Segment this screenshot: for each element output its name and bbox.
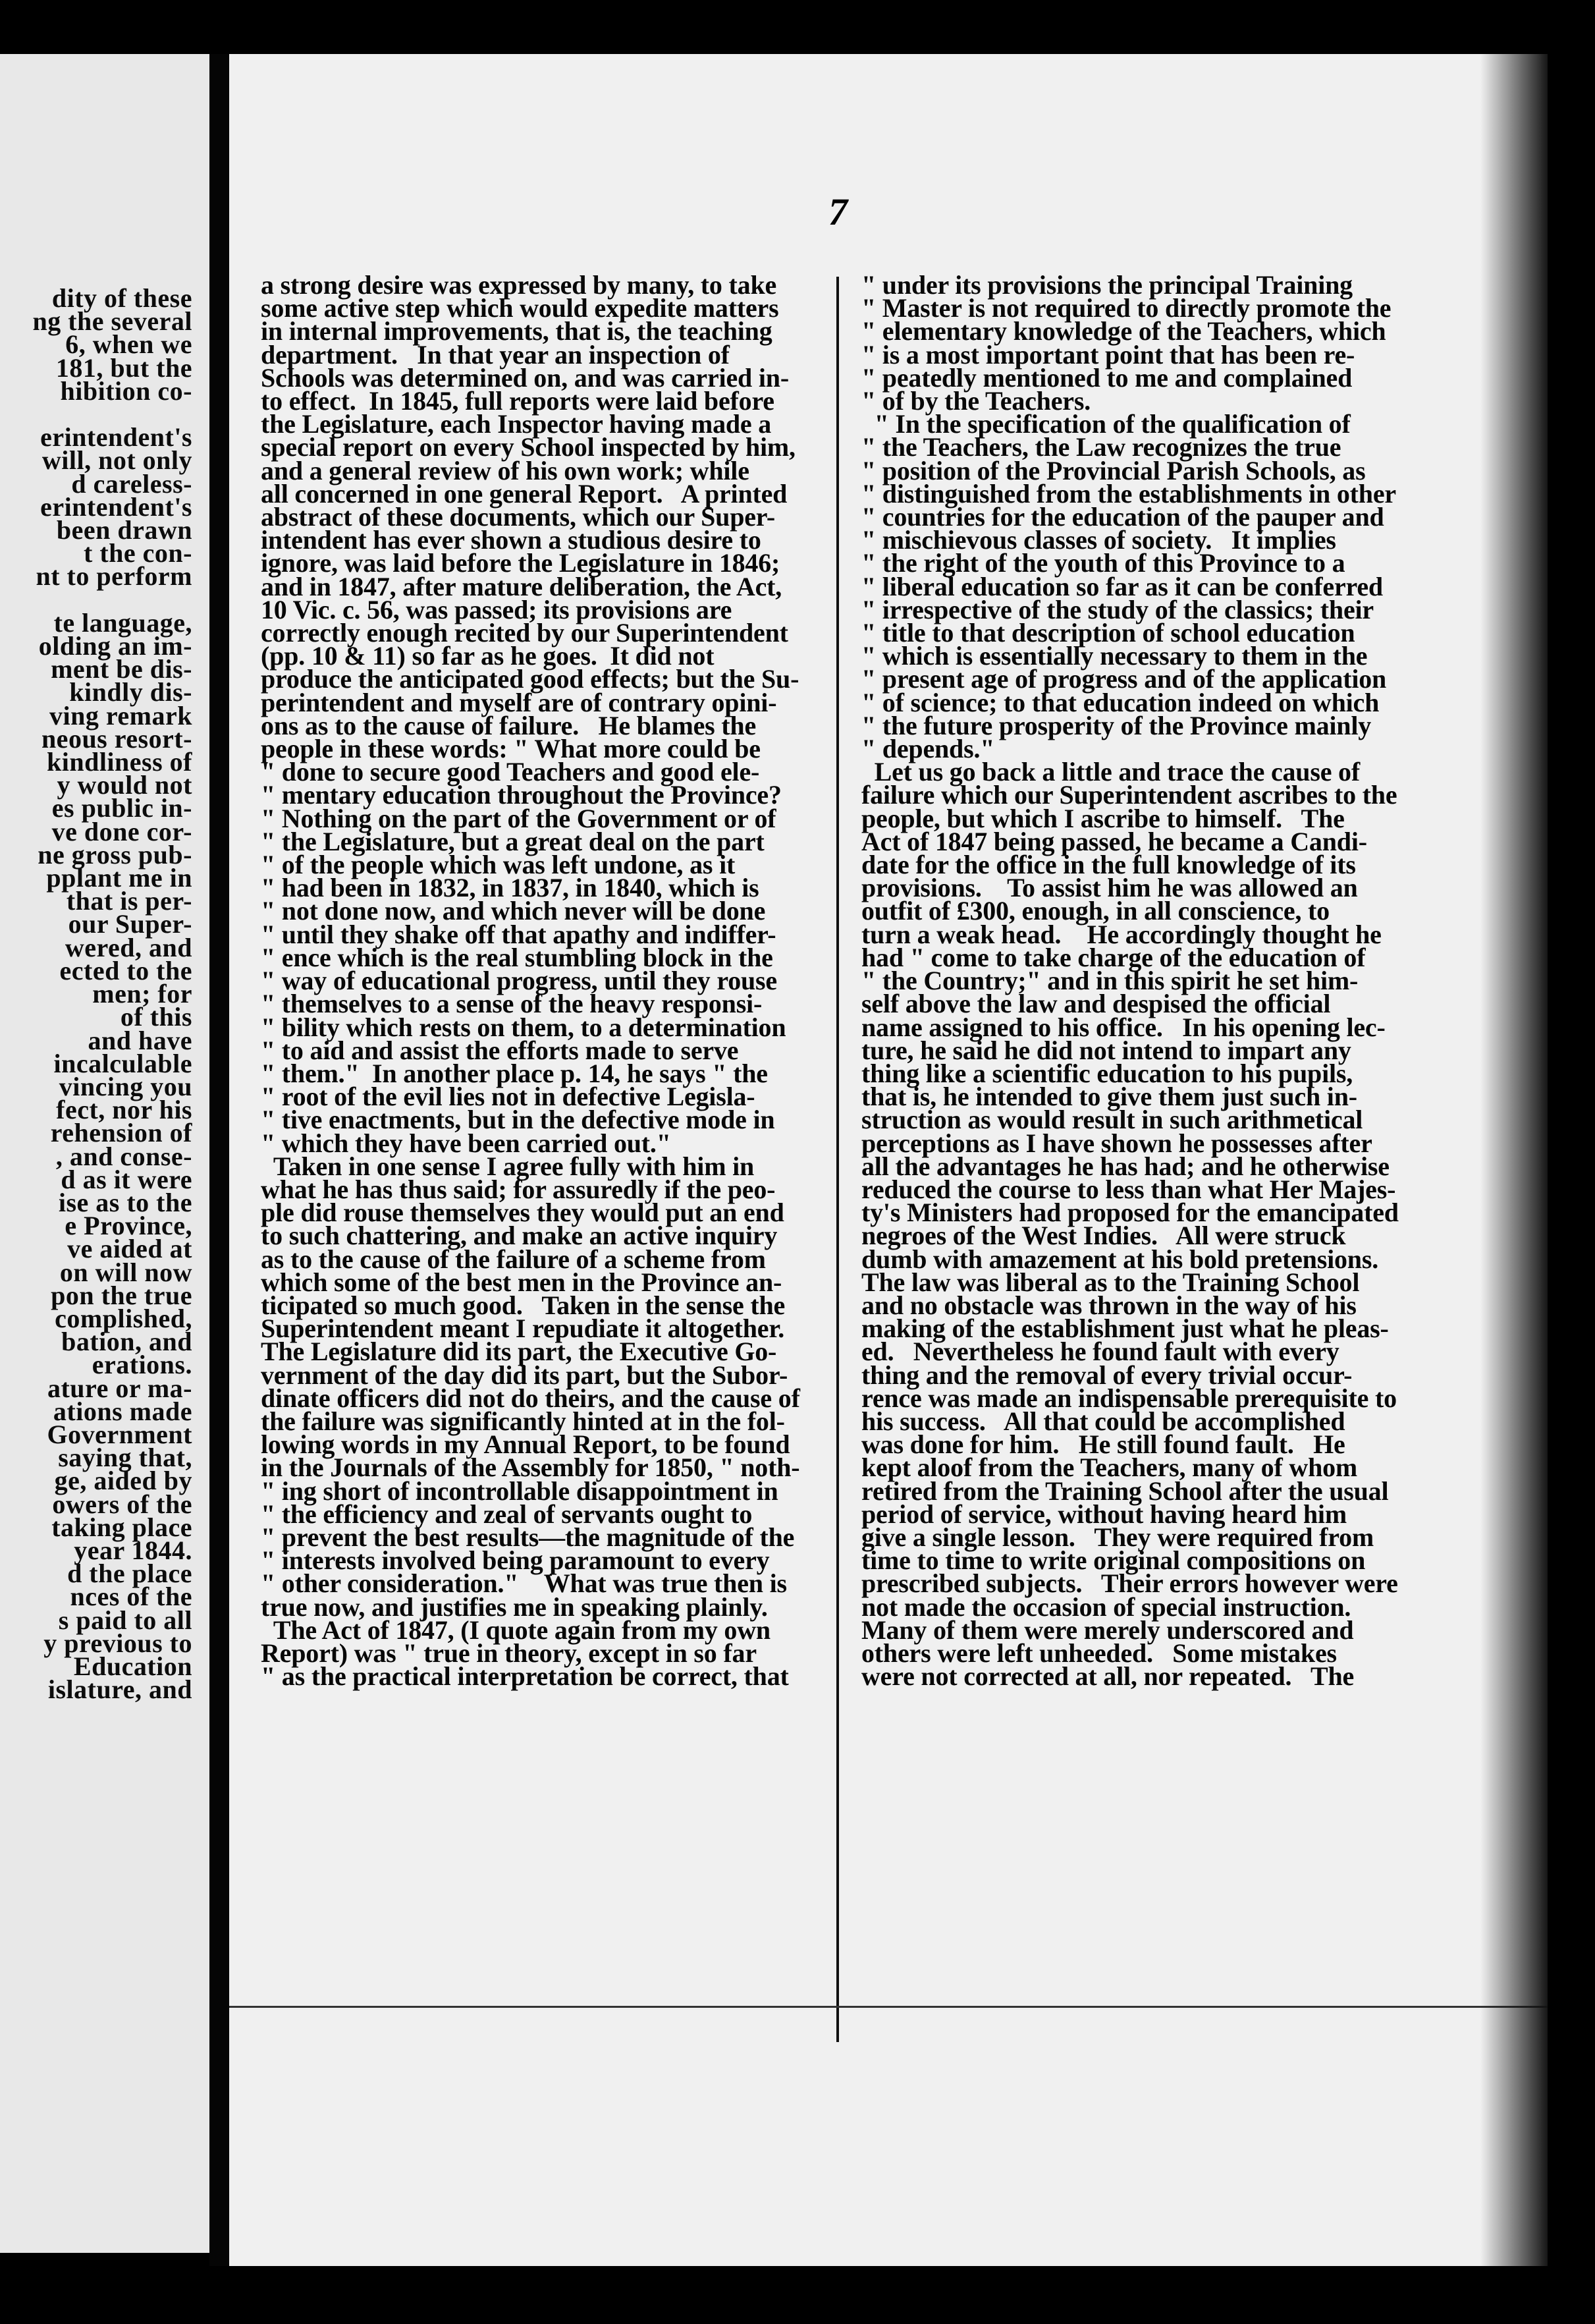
column-divider	[836, 277, 839, 2042]
page-number: 7	[828, 190, 848, 233]
scan-edge-bottom	[0, 2266, 1595, 2324]
scan-edge-right	[1548, 0, 1595, 2324]
previous-page-fragment	[0, 40, 209, 2253]
left-column-text: a strong desire was expressed by many, to take some active step which would expedite matters in internal improvements, that is, the teaching department. In that year an inspection of Schools was determined on, and was carried in- to effect. In 1845, full reports were laid before the Legislature, each Inspector having made a special report on every School inspected by him, and a general review of his own work; while all concerned in one general Report. A printed abstract of these documents, which our Super- intendent has ever shown a studious desire to ignore, was laid before the Legislature in 1846; and in 1847, after mature deliberation, the Act, 10 Vic. c. 56, was passed; its provisions are correctly enough recited by our Superintendent (pp. 10 & 11) so far as he goes. It did not produce the anticipated good effects; but the Su- perintendent and myself are of contrary opini- ons as to the cause of failure. He blames the people in these words: " What more could be " done to secure good Teachers and good ele- " mentary education throughout the Province? " Nothing on the part of the Government or of " the Legislature, but a great deal on the part " of the people which was left undone, as it " had been in 1832, in 1837, in 1840, which is " not done now, and which never will be done " until they shake off that apathy and indiffer- " ence which is the real stumbling block in the " way of educational progress, until they rouse " themselves to a sense of the heavy responsi- " bility which rests on them, to a determination " to aid and assist the efforts made to serve " them." In another place p. 14, he says " the " root of the evil lies not in defective Legisla- " tive enactments, but in the defective mode in " which they have been carried out." Taken in one sense I agree fully with him in what he has thus said; for assuredly if the peo- ple did rouse themselves they would put an end to such chattering, and make an active inquiry as to the cause of the failure of a scheme from which some of the best men in the Province an- ticipated so much good. Taken in the sense the Superintendent meant I repudiate it altogether. The Legislature did its part, the Executive Go- vernment of the day did its part, but the Subor- dinate officers did not do theirs, and the cause of the failure was significantly hinted at in the fol- lowing words in my Annual Report, to be found in the Journals of the Assembly for 1850, " noth- " ing short of incontrollable disappointment in " the efficiency and zeal of servants ought to " prevent the best results—the magnitude of the " interests involved being paramount to every " other consideration." What was true then is true now, and justifies me in speaking plainly. The Act of 1847, (I quote again from my own Report) was " true in theory, except in so far " as the practical interpretation be correct, that	[261, 270, 800, 1692]
page	[229, 53, 1553, 2266]
bottom-rule	[229, 2006, 1553, 2008]
scan-edge-top	[0, 0, 1595, 54]
previous-page-text: dity of these ng the several 6, when we 181, but the hibition co- erintendent's will, not only d careless- erintendent's been drawn t the con- nt to perform te language, olding an im- ment be dis- kindly dis- ving remark neous resort- kindliness of y would not es public in- ve done cor- ne gross pub- pplant me in that is per- our Super- wered, and ected to the men; for of this and have incalculable vincing you fect, nor his rehension of , and conse- d as it were ise as to the e Province, ve aided at on will now pon the true complished, bation, and erations. ature or ma- ations made Government saying that, ge, aided by owers of the taking place year 1844. d the place nces of the s paid to all y previous to Education islature, and	[32, 283, 192, 1705]
right-column-text: " under its provisions the principal Training " Master is not required to directly promote the " elementary knowledge of the Teachers, which " is a most important point that has been re- " peatedly mentioned to me and complained " of by the Teachers. " In the specification of the qualification of " the Teachers, the Law recognizes the true " position of the Provincial Parish Schools, as " distinguished from the establishments in other " countries for the education of the pauper and " mischievous classes of society. It implies " the right of the youth of this Province to a " liberal education so far as it can be conferred " irrespective of the study of the classics; their " title to that description of school education " which is essentially necessary to them in the " present age of progress and of the application " of science; to that education indeed on which " the future prosperity of the Province mainly " depends." Let us go back a little and trace the cause of failure which our Superintendent ascribes to the people, but which I ascribe to himself. The Act of 1847 being passed, he became a Candi- date for the office in the full knowledge of its provisions. To assist him he was allowed an outfit of £300, enough, in all conscience, to turn a weak head. He accordingly thought he had " come to take charge of the education of " the Country;" and in this spirit he set him- self above the law and despised the official name assigned to his office. In his opening lec- ture, he said he did not intend to impart any thing like a scientific education to his pupils, that is, he intended to give them just such in- struction as would result in such arithmetical perceptions as I have shown he possesses after all the advantages he has had; and he otherwise reduced the course to less than what Her Majes- ty's Ministers had proposed for the emancipated negroes of the West Indies. All were struck dumb with amazement at his bold pretensions. The law was liberal as to the Training School and no obstacle was thrown in the way of his making of the establishment just what he pleas- ed. Nevertheless he found fault with every thing and the removal of every trivial occur- rence was made an indispensable prerequisite to his success. All that could be accomplished was done for him. He still found fault. He kept aloof from the Teachers, many of whom retired from the Training School after the usual period of service, without having heard him give a single lesson. They were required from time to time to write original compositions on prescribed subjects. Their errors however were not made the occasion of special instruction. Many of them were merely underscored and others were left unheeded. Some mistakes were not corrected at all, nor repeated. The	[861, 270, 1399, 1692]
binding-gutter	[209, 26, 229, 2266]
